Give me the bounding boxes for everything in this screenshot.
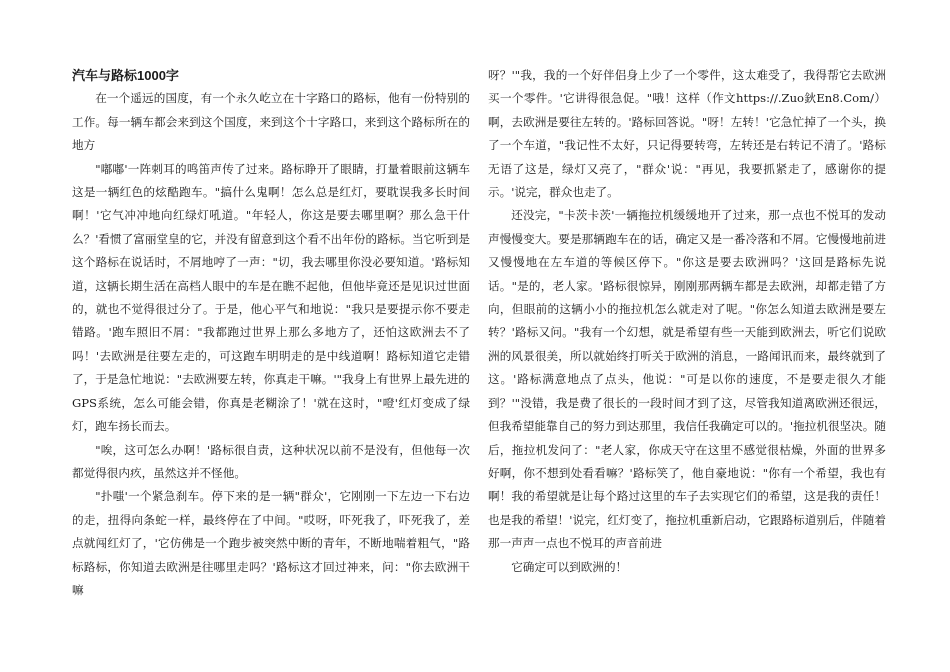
left-column (72, 64, 470, 602)
paragraph: "嘟嘟'一阵刺耳的鸣笛声传了过来。路标睁开了眼睛，打量着眼前这辆车这是一辆红色的炫酷跑车。"搞什么鬼啊！怎么总是红灯，要耽误我多长时间啊！'它气冲冲地向红绿灯吼道。"年轻人，你这是要去哪里啊？那么急干什么？'看惯了富丽堂皇的它，并没有留意到这个看不出年份的路标。当它听到是这个路标在说话时，不屑地哼了一声："切，我去哪里你没必要知道。'路标知道，这辆长期生活在高档人眼中的车是在瞧不起他，但他毕竟还是见识过世面的，就也不觉得很过分了。于是，他心平气和地说："我只是要提示你不要走错路。'跑车照旧不屑："我都跑过世界上那么多地方了，还怕这欧洲去不了吗！'去欧洲是往要左走的，可这跑车明明走的是中线道啊！路标知道它走错了，于是急忙地说："去欧洲要左转，你真走干嘛。'"我身上有世界上最先进的GPS系统，怎么可能会错，你真是老糊涂了！'就在这时，"噔'红灯变成了绿灯，跑车扬长而去。 (72, 161, 470, 434)
paragraph: 它确定可以到欧洲的！ (511, 559, 628, 574)
paragraph: 还没完，"卡茨卡茨'一辆拖拉机缓缓地开了过来，那一点也不悦耳的发动声慢慢变大。要是那辆跑车在的话，确定又是一番冷落和不屑。它慢慢地前进又慢慢地在左车道的等候区停下。"你这是要去欧洲吗？'这回是路标先说话。"是的，老人家。'路标很惊异，刚刚那两辆车都是去欧洲，却都走错了方向，但眼前的这辆小小的拖拉机怎么就走对了呢。"你怎么知道去欧洲是要左转？'路标又问。"我有一个幻想，就是希望有些一天能到欧洲去，听它们说欧洲的风景很美，所以就始终打听关于欧洲的消息，一路闻讯而来，最终就到了这。'路标满意地点了点头，他说："可是以你的速度，不是要走很久才能到？'"没错，我是费了很长的一段时间才到了这，尽管我知道离欧洲还很远，但我希望能靠自己的努力到达那里，我信任我确定可以的。'拖拉机很坚决。随后，拖拉机发问了："老人家，你成天守在这里不感觉很枯燥，外面的世界多好啊，你不想到处看看嘛？'路标笑了，他自豪地说："你有一个希望，我也有啊！我的希望就是让每个路过这里的车子去实现它们的希望，这是我的责任！也是我的希望！'说完，红灯变了，拖拉机重新启动，它跟路标道别后，伴随着那一声声一点也不悦耳的声音前进 (488, 208, 886, 551)
paragraph: 在一个遥远的国度，有一个永久屹立在十字路口的路标，他有一份特别的工作。每一辆车都会来到这个国度，来到这个十字路口，来到这个路标所在的地方 (72, 91, 470, 153)
paragraph: 呀？'"我，我的一个好伴侣身上少了一个零件，这太难受了，我得帮它去欧洲买一个零件。'它讲得很急促。"哦！这样（作文https://.Zuo鈥En8.Com/）啊，去欧洲是要往左转的。'路标回答说。"呀！左转！'它急忙掉了一个头，换了一个车道，"我记性不太好，只记得要转弯，左转还是右转记不清了。'路标无语了这是，绿灯又亮了，"群众'说："再见，我要抓紧走了，感谢你的提示。'说完，群众也走了。 (488, 68, 886, 200)
right-column (488, 64, 886, 579)
paragraph: "扑嗤'一个紧急刹车。停下来的是一辆"群众'，它刚刚一下左边一下右边的走，扭得向条蛇一样，最终停在了中间。"哎呀，吓死我了，吓死我了，差点就闯红灯了，'它仿佛是一个跑步被突然中断的青年，不断地喘着粗气，"路标路标，你知道去欧洲是往哪里走吗？'路标这才回过神来，问："你去欧洲干嘛 (72, 489, 470, 597)
paragraph: "唉，这可怎么办啊！'路标很自责，这种状况以前不是没有，但他每一次都觉得很内疚，虽然这并不怪他。 (72, 442, 470, 480)
document-title: 汽车与路标1000字 (72, 68, 179, 83)
